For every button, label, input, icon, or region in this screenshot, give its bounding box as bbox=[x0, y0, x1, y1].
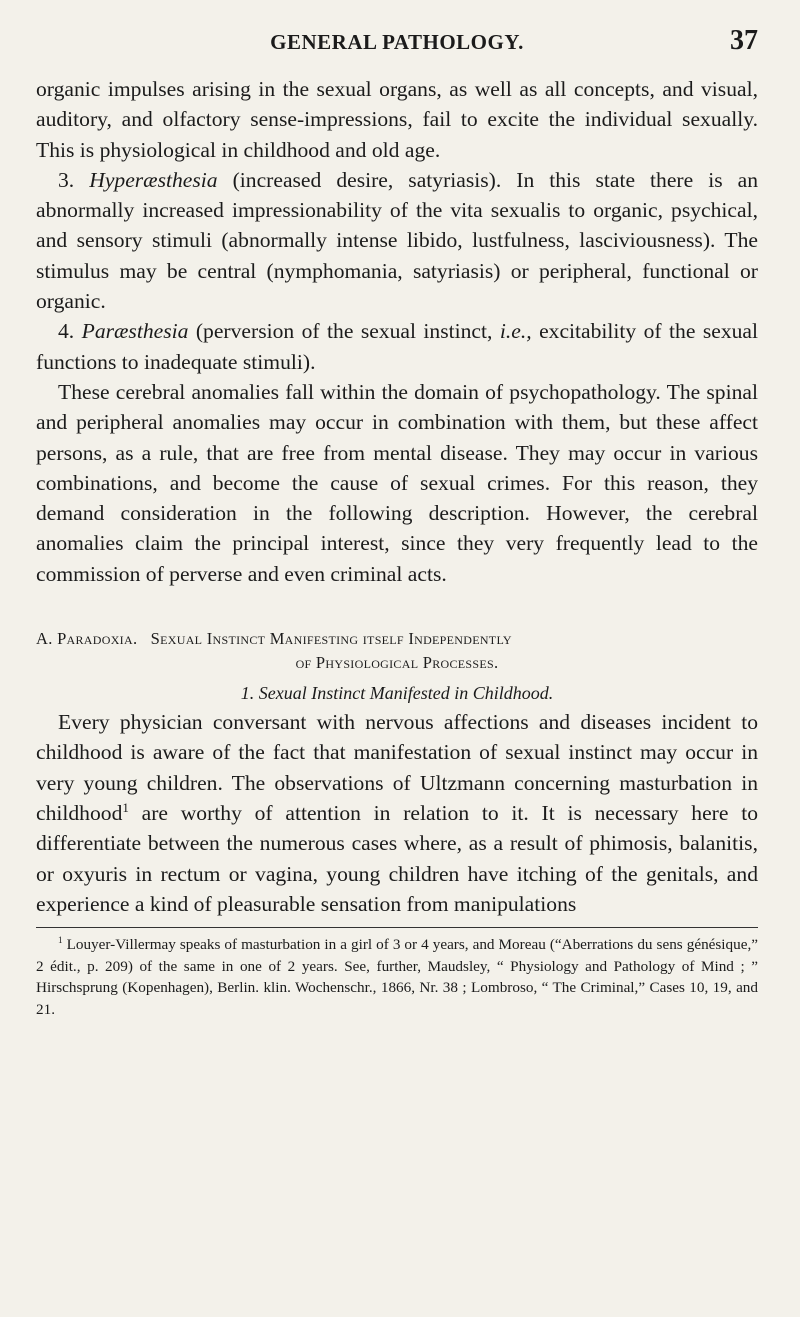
footnotes bbox=[36, 934, 758, 1020]
paragraph-text: excitability of the sexual functions to inadequate stimuli). bbox=[36, 319, 758, 374]
item-number: 4. bbox=[58, 319, 75, 344]
book-page bbox=[36, 30, 758, 1300]
paragraph-text: are worthy of attention in relation to it. It is necessary here to differentiate between the numerous cases where, as a result of phimosis, balanitis, or oxyuris in rectum or vagina, young children have itching of the genitals, and experience a kind of pleasurable sensation from manipulations bbox=[36, 800, 758, 916]
page-number: 37 bbox=[730, 30, 758, 56]
section-title-line1: Sexual Instinct Manifesting itself Independently bbox=[150, 629, 512, 649]
term-hyperaesthesia: Hyperæsthesia bbox=[89, 167, 218, 192]
paragraph-text: These cerebral anomalies fall within the domain of psychopathology. The spinal and peripheral anomalies may occur in combination with them, but these affect persons, as a rule, that are free from mental disease. They may occur in various combinations, and become the cause of sexual crimes. For this reason, they demand consideration in the following description. However, the cerebral anomalies claim the principal interest, since they very frequently lead to the commission of perverse and even criminal acts. bbox=[36, 379, 758, 586]
paragraph-paraesthesia bbox=[36, 316, 758, 377]
paragraph-continuation-text: organic impulses arising in the sexual organs, as well as all concepts, and visual, auditory, and olfactory sense-impressions, fail to excite the individual sexually. This is physiological in childhood and old age. bbox=[36, 77, 758, 162]
section-label: A. Paradoxia. bbox=[36, 629, 138, 649]
section-body bbox=[36, 707, 758, 919]
section-title-line2: of Physiological Processes. bbox=[295, 653, 499, 673]
footnote-reference: 1 bbox=[122, 799, 129, 815]
abbreviation-ie: i.e., bbox=[499, 319, 532, 344]
paragraph-childhood bbox=[36, 707, 758, 919]
paragraph-text: Every physician conversant with nervous affections and diseases incident to childhood is aware of the fact that manifestation of sexual instinct may occur in very young children. The observations of Ultzmann concerning masturbation in childhood bbox=[36, 710, 758, 825]
footnote-text: Louyer-Villermay speaks of masturbation in a girl of 3 or 4 years, and Moreau (“Aberrations du sens génésique,” 2 édit., p. 209) of the same in one of 2 years. See, further, Maudsley, “ Physiology and Pathology of Mind ; ” Hirschsprung (Kopenhagen), Berlin. klin. Wochenschr., 1866, Nr. 38 ; Lombroso, “ The Criminal,” Cases 10, 19, and 21. bbox=[36, 936, 758, 1018]
section-heading bbox=[36, 627, 758, 675]
term-paraesthesia: Paræsthesia bbox=[81, 319, 189, 344]
paragraph-text: (increased desire, satyriasis). In this state there is an abnormally increased impressionability of the vita sexualis to organic, psychical, and sensory stimuli (abnormally intense libido, lustfulness, lasciviousness). The stimulus may be central (nymphomania, satyriasis) or peripheral, functional or organic. bbox=[36, 167, 758, 314]
running-title: GENERAL PATHOLOGY. bbox=[270, 30, 524, 54]
body-text bbox=[36, 74, 758, 589]
footnote-mark: 1 bbox=[58, 935, 63, 946]
footnote bbox=[36, 934, 758, 1020]
footnote-rule bbox=[36, 927, 758, 928]
item-number: 3. bbox=[58, 167, 75, 192]
subheading: 1. Sexual Instinct Manifested in Childhood. bbox=[240, 683, 554, 704]
paragraph-hyperaesthesia bbox=[36, 165, 758, 316]
paragraph-continuation bbox=[36, 74, 758, 165]
paragraph-text: (perversion of the sexual instinct, bbox=[195, 319, 493, 344]
paragraph-cerebral-anomalies bbox=[36, 377, 758, 589]
running-head bbox=[36, 30, 758, 70]
